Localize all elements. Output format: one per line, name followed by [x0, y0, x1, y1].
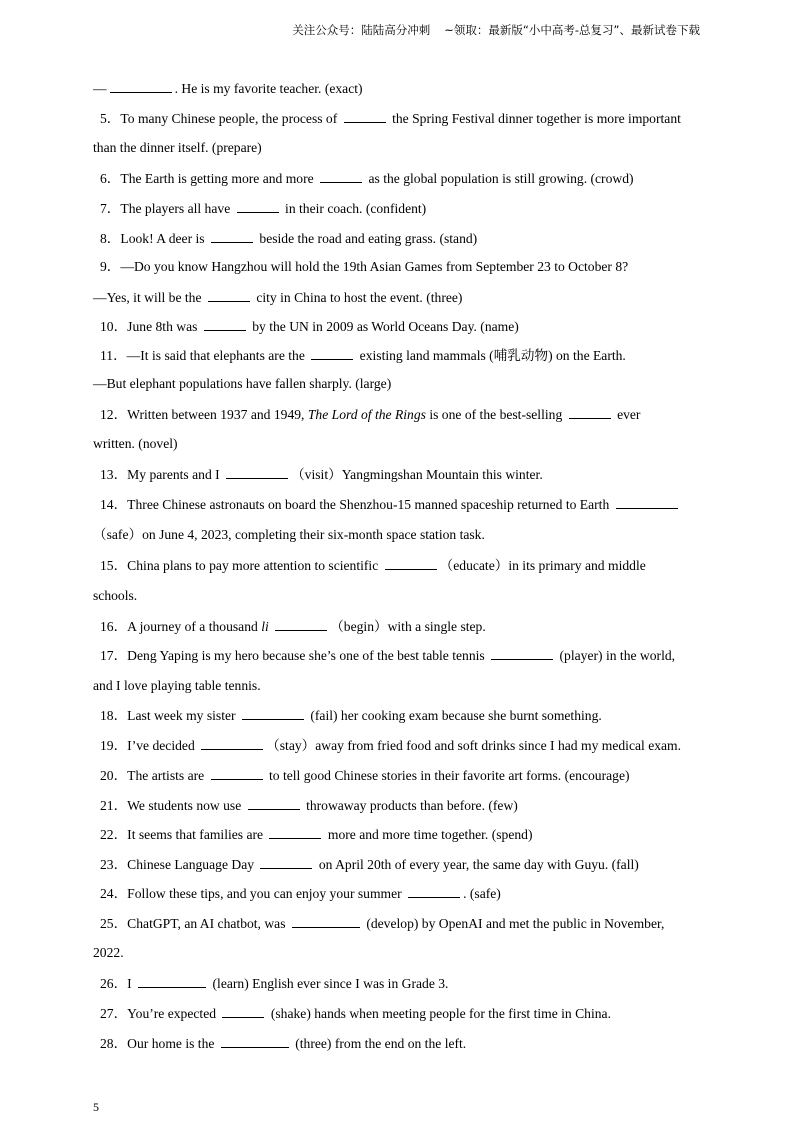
answer-blank[interactable] — [344, 110, 386, 123]
question-line: —But elephant populations have fallen sharply. (large) — [93, 376, 392, 391]
answer-blank[interactable] — [491, 647, 553, 660]
question-line: 17．Deng Yaping is my hero because she’s one of the best table tennis (player) in the world, — [100, 648, 676, 663]
answer-blank[interactable] — [221, 1035, 289, 1048]
question-line: 10．June 8th was by the UN in 2009 as World Oceans Day. (name) — [100, 319, 519, 334]
book-title: The Lord of the Rings — [307, 407, 426, 422]
question-line: and I love playing table tennis. — [93, 678, 261, 693]
answer-blank[interactable] — [269, 826, 321, 839]
answer-blank[interactable] — [616, 496, 678, 509]
answer-blank[interactable] — [408, 885, 460, 898]
answer-blank[interactable] — [138, 975, 206, 988]
question-line: 23．Chinese Language Day on April 20th of every year, the same day with Guyu. (fall) — [100, 857, 639, 872]
answer-blank[interactable] — [320, 170, 362, 183]
question-line: 7．The players all have in their coach. (confident) — [100, 201, 427, 216]
question-line: 18．Last week my sister (fail) her cooking exam because she burnt something. — [100, 708, 602, 723]
question-line: 16．A journey of a thousand li （begin）with a single step. — [100, 619, 486, 634]
question-line: written. (novel) — [93, 436, 178, 451]
question-line: 21．We students now use throwaway products than before. (few) — [100, 798, 518, 813]
question-line: 14．Three Chinese astronauts on board the Shenzhou-15 manned spaceship returned to Earth — [100, 496, 681, 513]
answer-blank[interactable] — [237, 200, 279, 213]
question-line: 27．You’re expected (shake) hands when meeting people for the first time in China. — [100, 1006, 611, 1021]
answer-blank[interactable] — [385, 557, 437, 570]
question-line: （safe）on June 4, 2023, completing their six-month space station task. — [93, 527, 485, 542]
question-line: 25．ChatGPT, an AI chatbot, was (develop) by OpenAI and met the public in November, — [100, 916, 665, 931]
answer-blank[interactable] — [260, 856, 312, 869]
answer-blank[interactable] — [242, 707, 304, 720]
question-line: 9．—Do you know Hangzhou will hold the 19th Asian Games from September 23 to October 8? — [100, 259, 629, 274]
answer-blank[interactable] — [201, 737, 263, 750]
question-line: 24．Follow these tips, and you can enjoy your summer . (safe) — [100, 886, 501, 901]
question-line: 12．Written between 1937 and 1949, The Lord of the Rings is one of the best-selling ever — [100, 407, 641, 422]
answer-blank[interactable] — [569, 406, 611, 419]
page-header — [292, 22, 700, 38]
question-line: 2022. — [93, 945, 124, 960]
answer-blank[interactable] — [204, 318, 246, 331]
question-line: 26．I (learn) English ever since I was in Grade 3. — [100, 976, 449, 991]
answer-blank[interactable] — [226, 466, 288, 479]
question-line: —Yes, it will be the city in China to host the event. (three) — [93, 290, 463, 305]
question-line: 13．My parents and I （visit）Yangmingshan Mountain this winter. — [100, 467, 543, 482]
answer-blank[interactable] — [211, 767, 263, 780]
question-line: 28．Our home is the (three) from the end on the left. — [100, 1036, 467, 1051]
li-word: li — [261, 619, 269, 634]
answer-blank[interactable] — [311, 347, 353, 360]
question-line: 8．Look! A deer is beside the road and eating grass. (stand) — [100, 231, 478, 246]
question-line: 20．The artists are to tell good Chinese stories in their favorite art forms. (encourage) — [100, 768, 630, 783]
answer-blank[interactable] — [248, 797, 300, 810]
answer-blank[interactable] — [292, 915, 360, 928]
question-line: 11．—It is said that elephants are the existing land mammals (哺乳动物) on the Earth. — [100, 348, 626, 363]
question-line: 19．I’ve decided （stay）away from fried food and soft drinks since I had my medical exam. — [100, 738, 682, 753]
question-line: 22．It seems that families are more and more time together. (spend) — [100, 827, 533, 842]
header-right: ~领取：最新版“小中高考-总复习”、最新试卷下载 — [444, 23, 700, 37]
answer-blank[interactable] — [222, 1005, 264, 1018]
answer-blank[interactable] — [208, 289, 250, 302]
page-number: 5 — [93, 1100, 99, 1114]
answer-blank[interactable] — [275, 618, 327, 631]
answer-blank[interactable] — [211, 230, 253, 243]
question-line: — . He is my favorite teacher. (exact) — [93, 81, 363, 96]
header-left: 关注公众号：陆陆高分冲刺 — [292, 23, 431, 37]
question-line: 5．To many Chinese people, the process of the Spring Festival dinner together is more important — [100, 111, 681, 126]
question-line: than the dinner itself. (prepare) — [93, 140, 262, 155]
question-line: 6．The Earth is getting more and more as the global population is still growing. (crowd) — [100, 171, 634, 186]
answer-blank[interactable] — [110, 80, 172, 93]
question-line: 15．China plans to pay more attention to scientific （educate）in its primary and middle — [100, 558, 646, 573]
question-line: schools. — [93, 588, 138, 603]
